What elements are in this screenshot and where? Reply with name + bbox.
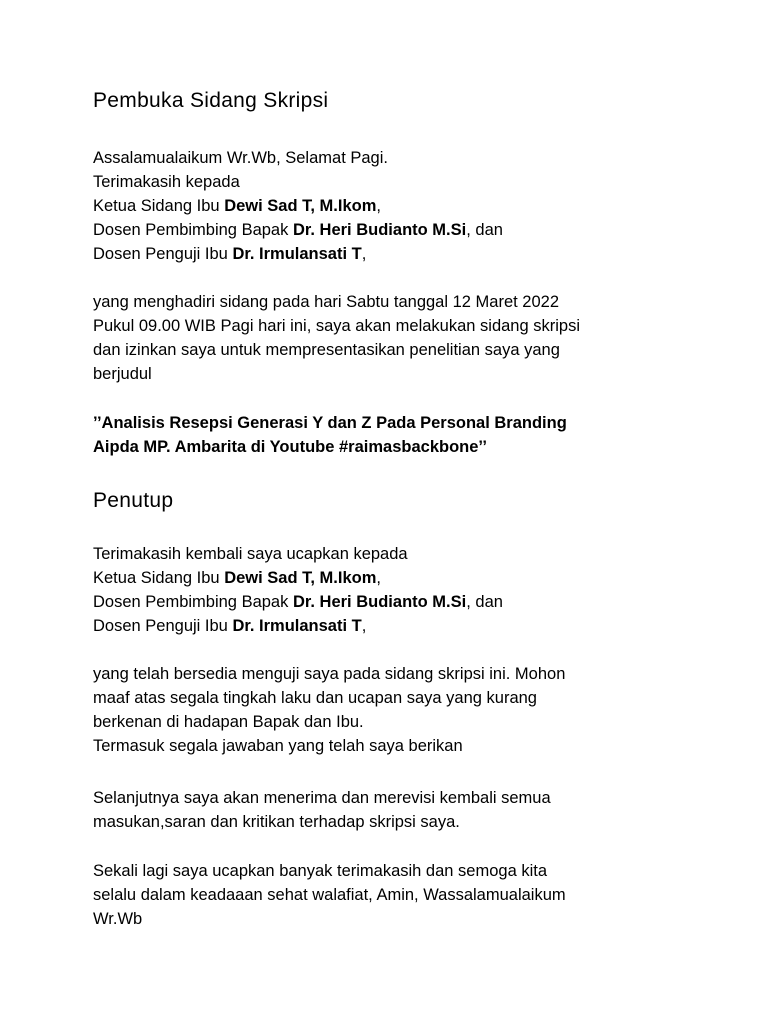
advisor-line: [93, 218, 503, 242]
apology-line: Termasuk segala jawaban yang telah saya berikan: [93, 737, 463, 755]
chair-prefix: Ketua Sidang Ibu: [93, 569, 225, 587]
apology-paragraph: [93, 662, 565, 758]
paragraph-line: Pukul 09.00 WIB Pagi hari ini, saya akan melakukan sidang skripsi: [93, 317, 580, 335]
final-line: Wr.Wb: [93, 910, 143, 928]
apology-line: maaf atas segala tingkah laku dan ucapan saya yang kurang: [93, 689, 537, 707]
greeting-line: Assalamualaikum Wr.Wb, Selamat Pagi.: [93, 149, 388, 167]
thesis-title-line: Aipda MP. Ambarita di Youtube #raimasbackbone’’: [93, 438, 487, 456]
revision-line: Selanjutnya saya akan menerima dan merevisi kembali semua: [93, 789, 551, 807]
advisor-suffix: , dan: [466, 221, 503, 239]
chair-suffix: ,: [376, 197, 381, 215]
examiner-line: [93, 242, 503, 266]
examiner-suffix: ,: [361, 245, 367, 263]
closing-advisor-line: [93, 590, 503, 614]
opening-title: Pembuka Sidang Skripsi: [93, 89, 329, 112]
closing-title: Penutup: [93, 489, 174, 512]
chair-suffix: ,: [376, 569, 381, 587]
advisor-suffix: , dan: [466, 593, 503, 611]
opening-greeting-block: [93, 146, 503, 266]
apology-line: berkenan di hadapan Bapak dan Ibu.: [93, 713, 364, 731]
chair-line: [93, 194, 503, 218]
advisor-prefix: Dosen Pembimbing Bapak: [93, 593, 293, 611]
examiner-name: Dr. Irmulansati T: [232, 617, 362, 635]
apology-line: yang telah bersedia menguji saya pada sidang skripsi ini. Mohon: [93, 665, 566, 683]
chair-name: Dewi Sad T, M.Ikom: [224, 569, 377, 587]
thesis-title: [93, 411, 567, 459]
final-line: Sekali lagi saya ucapkan banyak terimakasih dan semoga kita: [93, 862, 548, 880]
advisor-prefix: Dosen Pembimbing Bapak: [93, 221, 293, 239]
advisor-name: Dr. Heri Budianto M.Si: [292, 221, 467, 239]
opening-paragraph: [93, 290, 580, 386]
examiner-prefix: Dosen Penguji Ibu: [93, 617, 233, 635]
examiner-suffix: ,: [361, 617, 367, 635]
paragraph-line: dan izinkan saya untuk mempresentasikan penelitian saya yang: [93, 341, 560, 359]
examiner-prefix: Dosen Penguji Ibu: [93, 245, 233, 263]
closing-thanks-line: Terimakasih kembali saya ucapkan kepada: [93, 545, 408, 563]
closing-thanks-block: [93, 542, 503, 638]
chair-prefix: Ketua Sidang Ibu: [93, 197, 225, 215]
advisor-name: Dr. Heri Budianto M.Si: [292, 593, 467, 611]
thanks-intro-line: Terimakasih kepada: [93, 173, 240, 191]
thesis-title-line: ’’Analisis Resepsi Generasi Y dan Z Pada Personal Branding: [93, 414, 567, 432]
final-paragraph: [93, 859, 566, 931]
paragraph-line: berjudul: [93, 365, 152, 383]
revision-line: masukan,saran dan kritikan terhadap skripsi saya.: [93, 813, 460, 831]
paragraph-line: yang menghadiri sidang pada hari Sabtu tanggal 12 Maret 2022: [93, 293, 559, 311]
chair-name: Dewi Sad T, M.Ikom: [224, 197, 377, 215]
closing-examiner-line: [93, 614, 503, 638]
examiner-name: Dr. Irmulansati T: [232, 245, 362, 263]
revision-paragraph: [93, 786, 551, 834]
closing-chair-line: [93, 566, 503, 590]
final-line: selalu dalam keadaaan sehat walafiat, Amin, Wassalamualaikum: [93, 886, 566, 904]
